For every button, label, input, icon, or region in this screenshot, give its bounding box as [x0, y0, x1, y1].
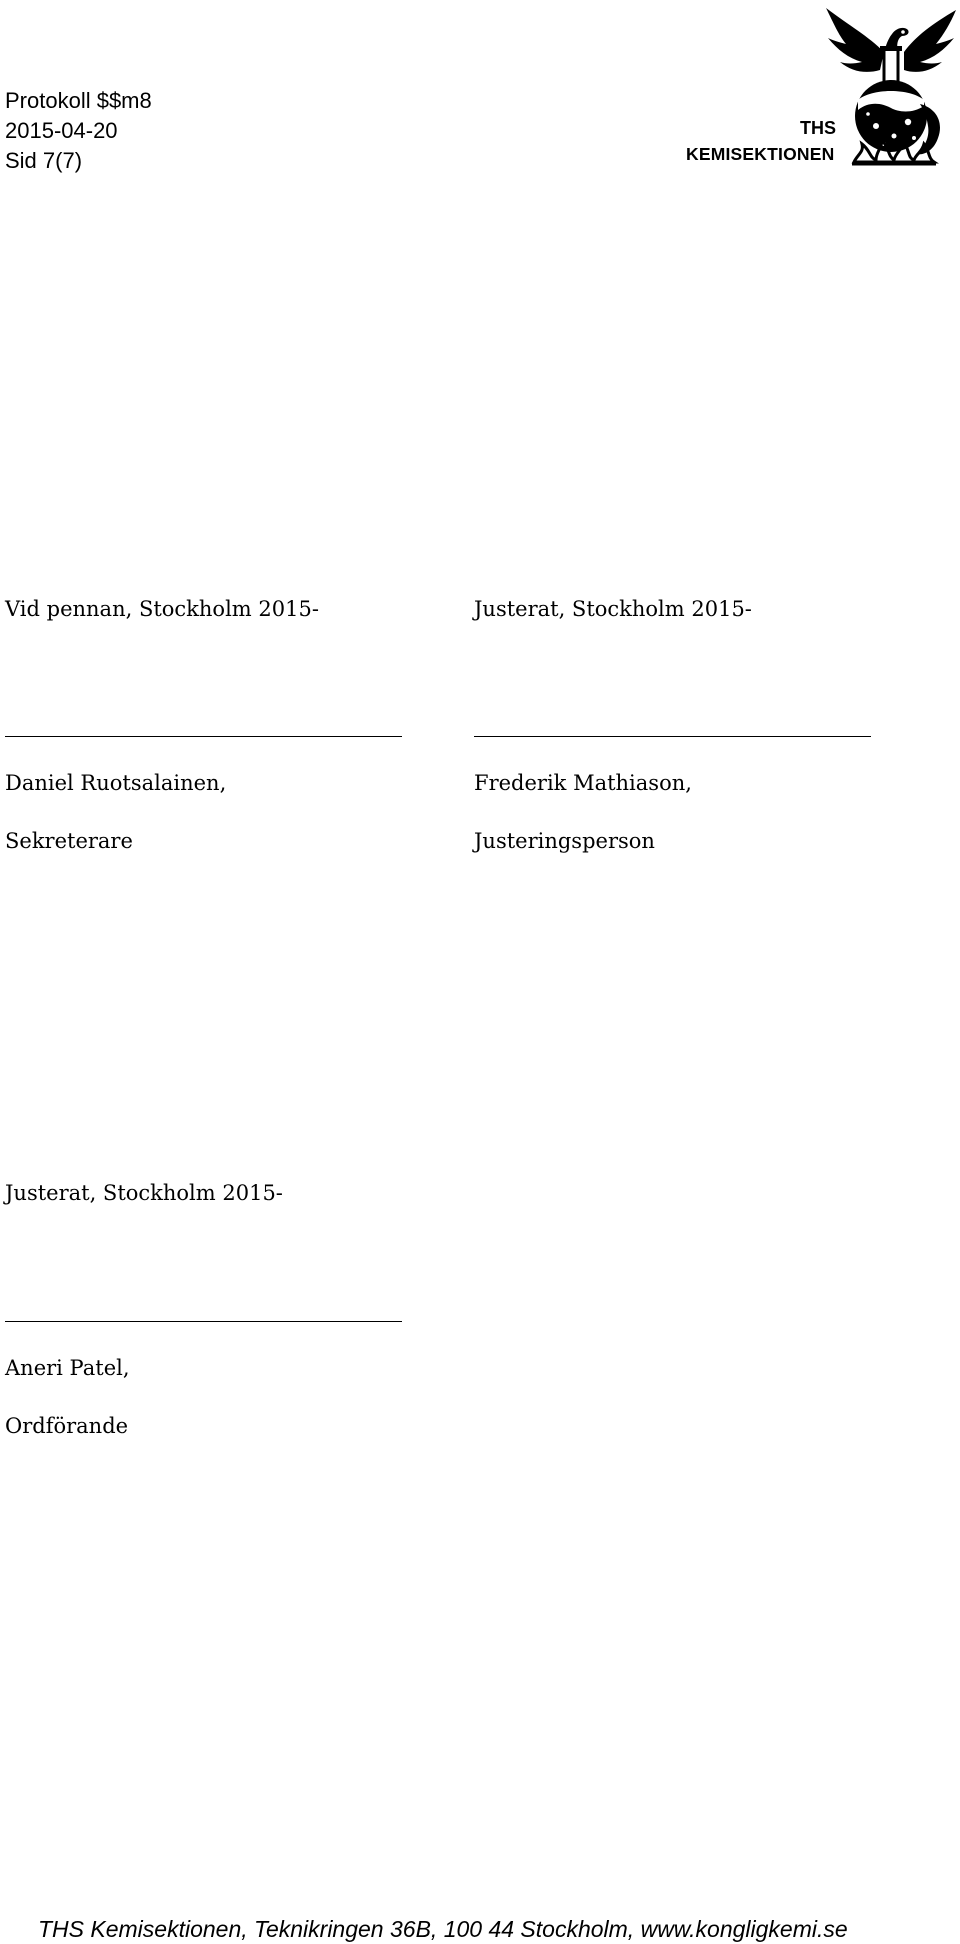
signatory-role: Sekreterare	[5, 829, 133, 853]
signatory-name: Aneri Patel,	[5, 1356, 130, 1380]
page-number: Sid 7(7)	[5, 148, 83, 173]
signatory-name: Frederik Mathiason,	[474, 771, 692, 795]
signature-line	[5, 1321, 402, 1322]
signatory-role: Ordförande	[5, 1414, 129, 1438]
logo-ths-text: THS	[800, 118, 836, 138]
signature-line	[5, 736, 402, 737]
ths-kemisektionen-logo	[686, 4, 956, 168]
signatory-role: Justeringsperson	[474, 829, 655, 853]
logo-kemisektionen-text: KEMISEKTIONEN	[686, 144, 835, 164]
signature-block-adjuster	[474, 596, 894, 866]
signature-place-date: Justerat, Stockholm 2015-	[474, 597, 752, 621]
signatory-name: Daniel Ruotsalainen,	[5, 771, 227, 795]
signature-place-date: Justerat, Stockholm 2015-	[5, 1181, 283, 1205]
signature-block-secretary	[5, 596, 425, 866]
document-header	[5, 86, 152, 176]
page-footer: THS Kemisektionen, Teknikringen 36B, 100 44 Stockholm, www.kongligkemi.se	[38, 1916, 848, 1942]
signature-line	[474, 736, 871, 737]
protocol-date: 2015-04-20	[5, 118, 118, 143]
protocol-number: Protokoll $$m8	[5, 88, 152, 113]
signature-block-chair	[5, 1180, 425, 1450]
signature-place-date: Vid pennan, Stockholm 2015-	[5, 597, 319, 621]
ths-dragon-flask-logo-icon	[824, 4, 958, 168]
